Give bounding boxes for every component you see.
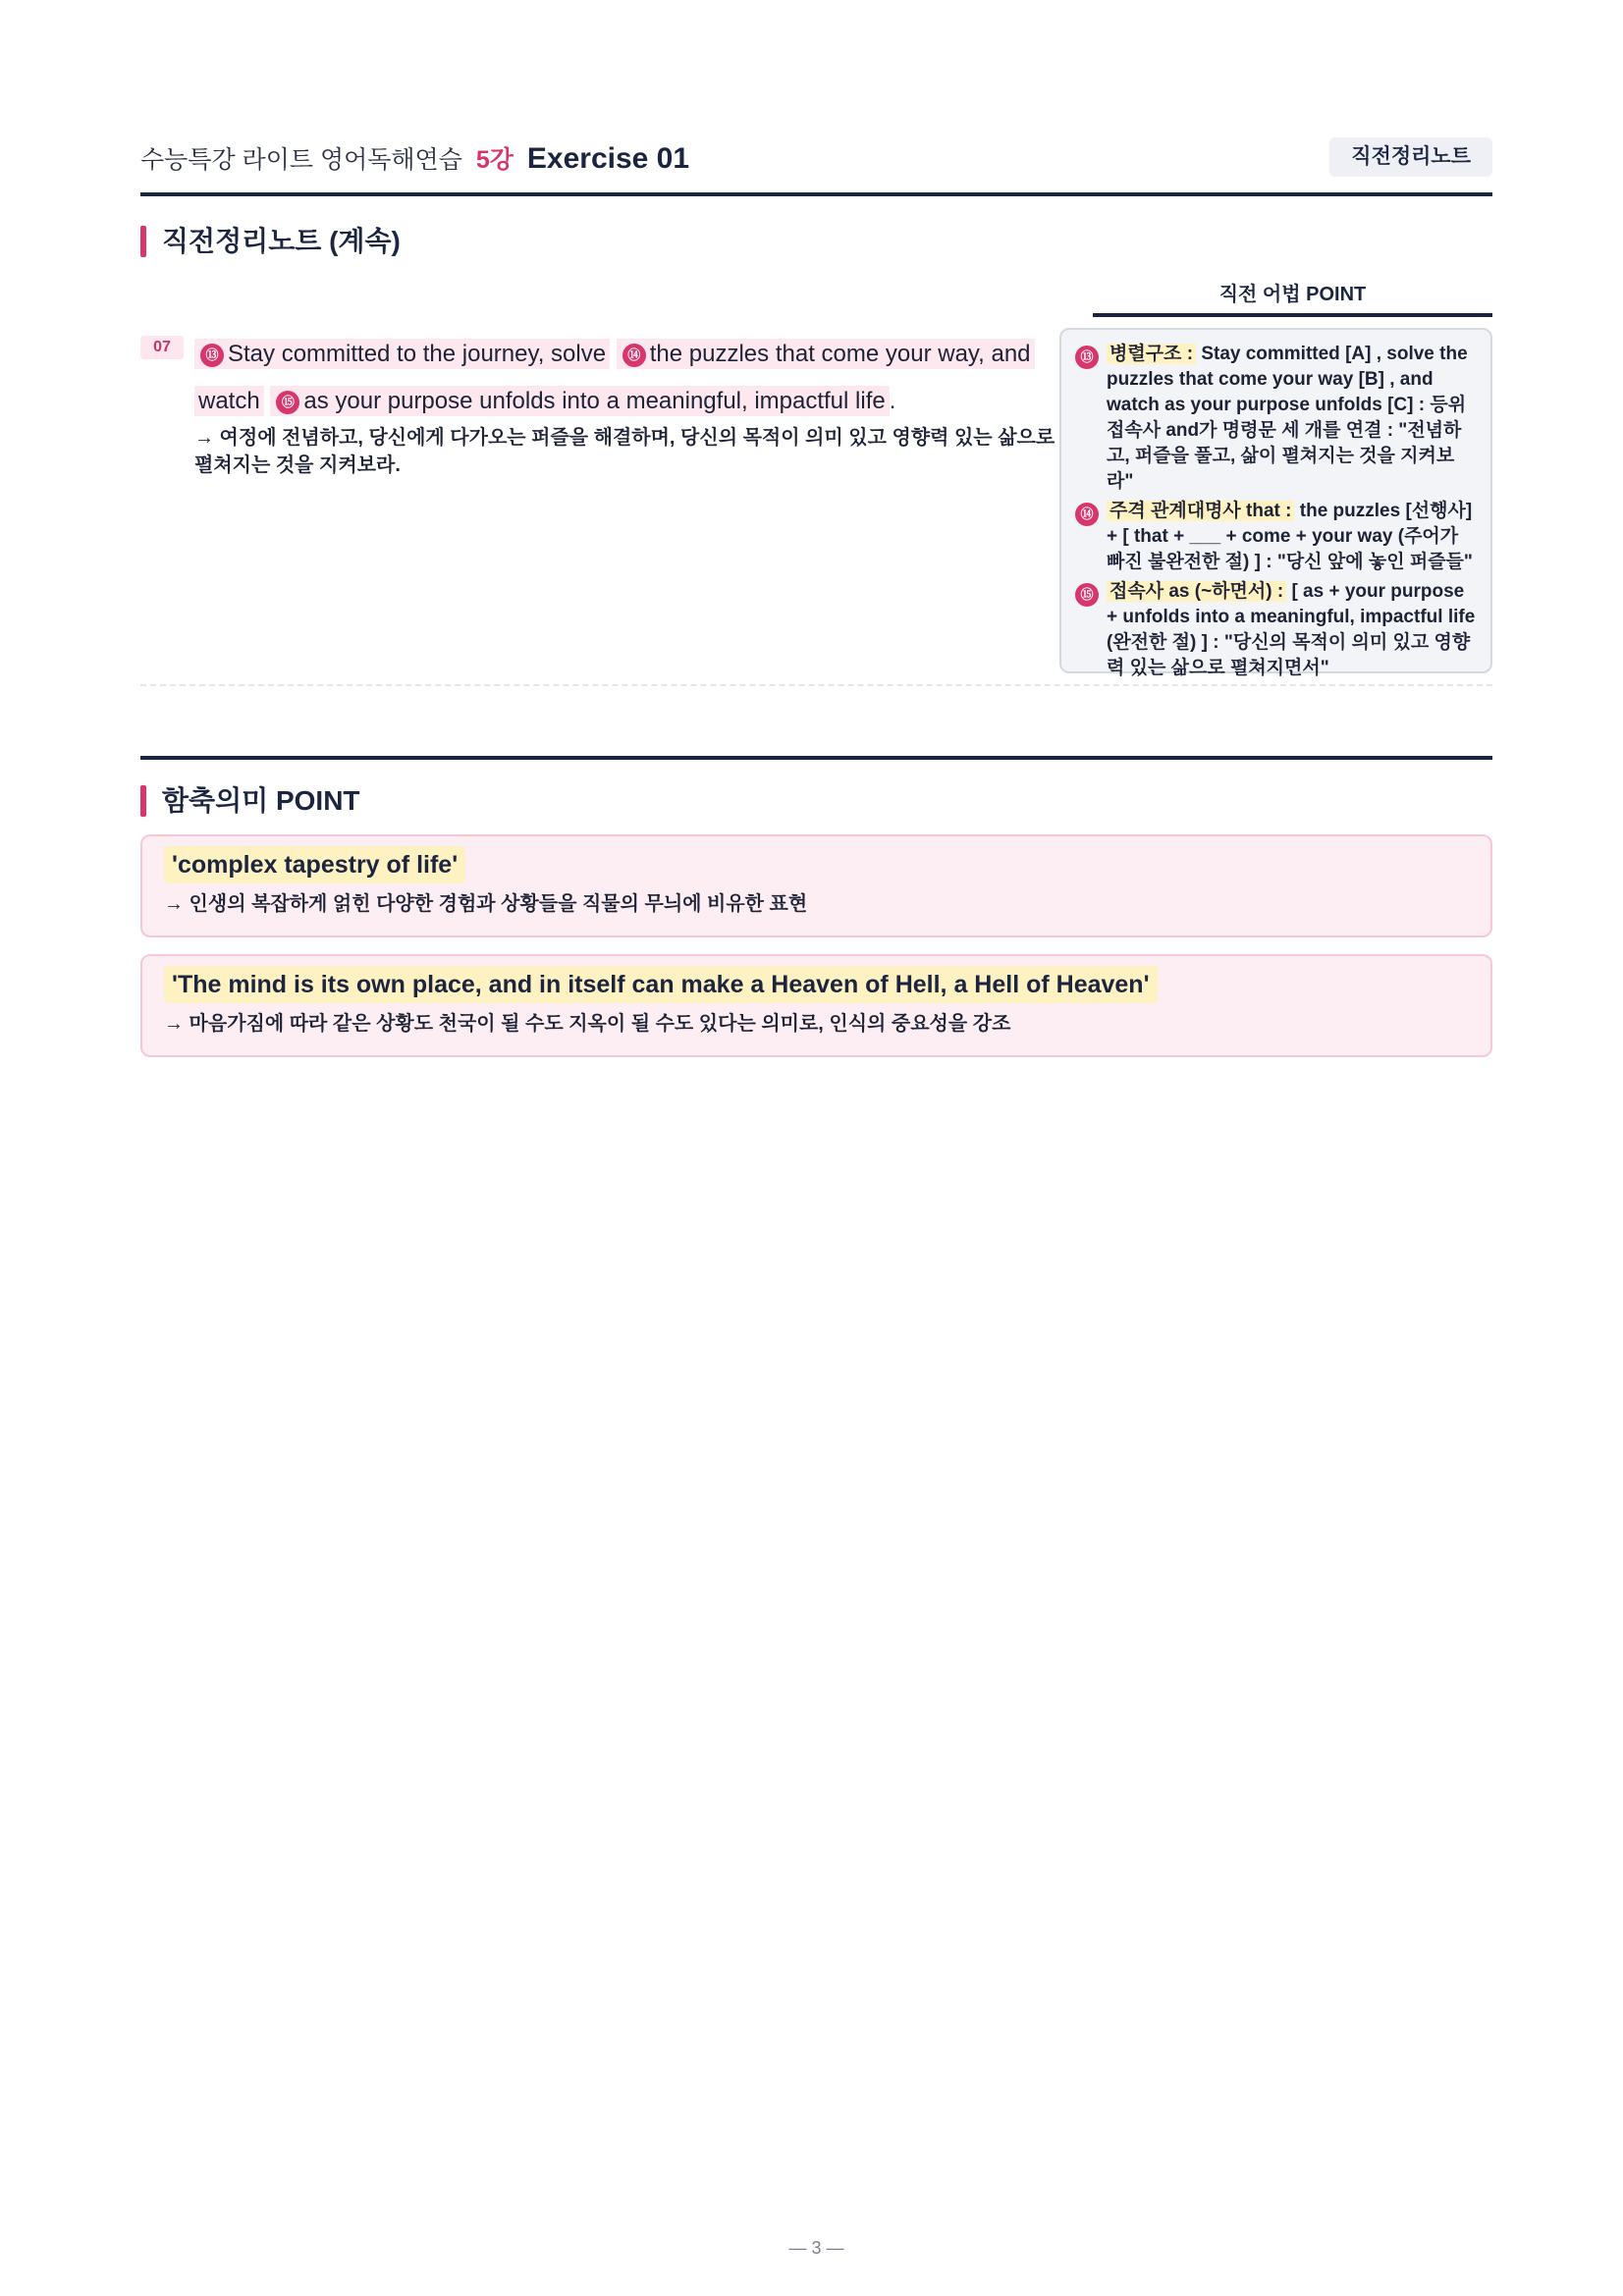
segment-13-text: Stay committed to the journey, solve xyxy=(228,341,607,367)
grammar-label: 주격 관계대명사 that : xyxy=(1107,501,1294,521)
grammar-point-title: 직전 어법 POINT xyxy=(1218,284,1367,305)
marker-14-icon: ⑭ xyxy=(622,344,646,367)
page-header xyxy=(140,137,1492,196)
grammar-point-box xyxy=(1059,328,1492,678)
grammar-label: 병렬구조 : xyxy=(1107,344,1196,364)
marker-13-icon: ⑬ xyxy=(200,344,224,367)
sentence-segment-14b xyxy=(194,386,264,416)
implication-meaning: → 인생의 복잡하게 얽힌 다양한 경험과 상황들을 직물의 무늬에 비유한 표현 xyxy=(164,893,808,915)
segment-14b-text: watch xyxy=(198,388,260,414)
grammar-text: [ as + your purpose + unfolds into a meaningful, impactful life (완전한 절) ] : "당신의 목적이 의미 있고 영향력 있는 삶으로 펼쳐지면서" xyxy=(1107,581,1476,678)
grammar-text: Stay committed [A] , solve the puzzles that come your way [B] , and watch as your purpose unfolds [C] : 등위접속사 and가 명령문 세 개를 연결 : "전념하고, 퍼즐을 풀고, 삶이 펼쳐지는 것을 지켜보라" xyxy=(1107,344,1468,492)
english-sentence xyxy=(194,331,1058,425)
marker-13-icon: ⑬ xyxy=(1075,346,1099,369)
grammar-point-divider xyxy=(1093,313,1492,317)
segment-14a-text: the puzzles that come your way, and xyxy=(649,341,1031,367)
exercise-label: Exercise 01 xyxy=(526,142,690,175)
sentence-segment-13 xyxy=(194,339,610,369)
section-title-notes: 직전정리노트 (계속) xyxy=(140,224,401,259)
page-number: — 3 — xyxy=(788,2238,844,2258)
grammar-text: the puzzles [선행사] + [ that + ___ + come + your way (주어가 빠진 불완전한 절) ] : "당신 앞에 놓인 퍼즐들" xyxy=(1107,501,1473,572)
header-title xyxy=(140,137,689,182)
sentence-period: . xyxy=(889,388,896,414)
dashed-divider xyxy=(140,684,1492,686)
grammar-item xyxy=(1075,579,1477,681)
sentence-segment-15 xyxy=(270,386,889,416)
marker-15-icon: ⑮ xyxy=(1075,583,1099,607)
grammar-item xyxy=(1075,342,1477,495)
segment-15-text: as your purpose unfolds into a meaningful, impactful life xyxy=(303,388,886,414)
korean-translation: → 여정에 전념하고, 당신에게 다가오는 퍼즐을 해결하며, 당신의 목적이 의미 있고 영향력 있는 삶으로 펼쳐지는 것을 지켜보라. xyxy=(194,427,1055,476)
implication-phrase: 'The mind is its own place, and in itself can make a Heaven of Hell, a Hell of Heaven' xyxy=(164,966,1158,1003)
grammar-label: 접속사 as (~하면서) : xyxy=(1107,581,1286,602)
page xyxy=(140,0,1492,2296)
lesson-label: 5강 xyxy=(475,146,514,174)
book-title: 수능특강 라이트 영어독해연습 xyxy=(140,146,462,174)
header-divider xyxy=(140,192,1492,196)
marker-14-icon: ⑭ xyxy=(1075,503,1099,526)
item-number-badge: 07 xyxy=(140,336,184,359)
implication-card xyxy=(140,954,1492,1057)
implication-card xyxy=(140,834,1492,937)
marker-15-icon: ⑮ xyxy=(276,391,299,414)
section-title-implications: 함축의미 POINT xyxy=(140,783,360,819)
header-badge: 직전정리노트 xyxy=(1329,137,1492,177)
sentence-segment-14 xyxy=(617,339,1035,369)
section-divider xyxy=(140,756,1492,760)
grammar-item xyxy=(1075,499,1477,575)
implication-meaning: → 마음가짐에 따라 같은 상황도 천국이 될 수도 지옥이 될 수도 있다는 의미로, 인식의 중요성을 강조 xyxy=(164,1013,1011,1035)
implication-phrase: 'complex tapestry of life' xyxy=(164,846,465,883)
